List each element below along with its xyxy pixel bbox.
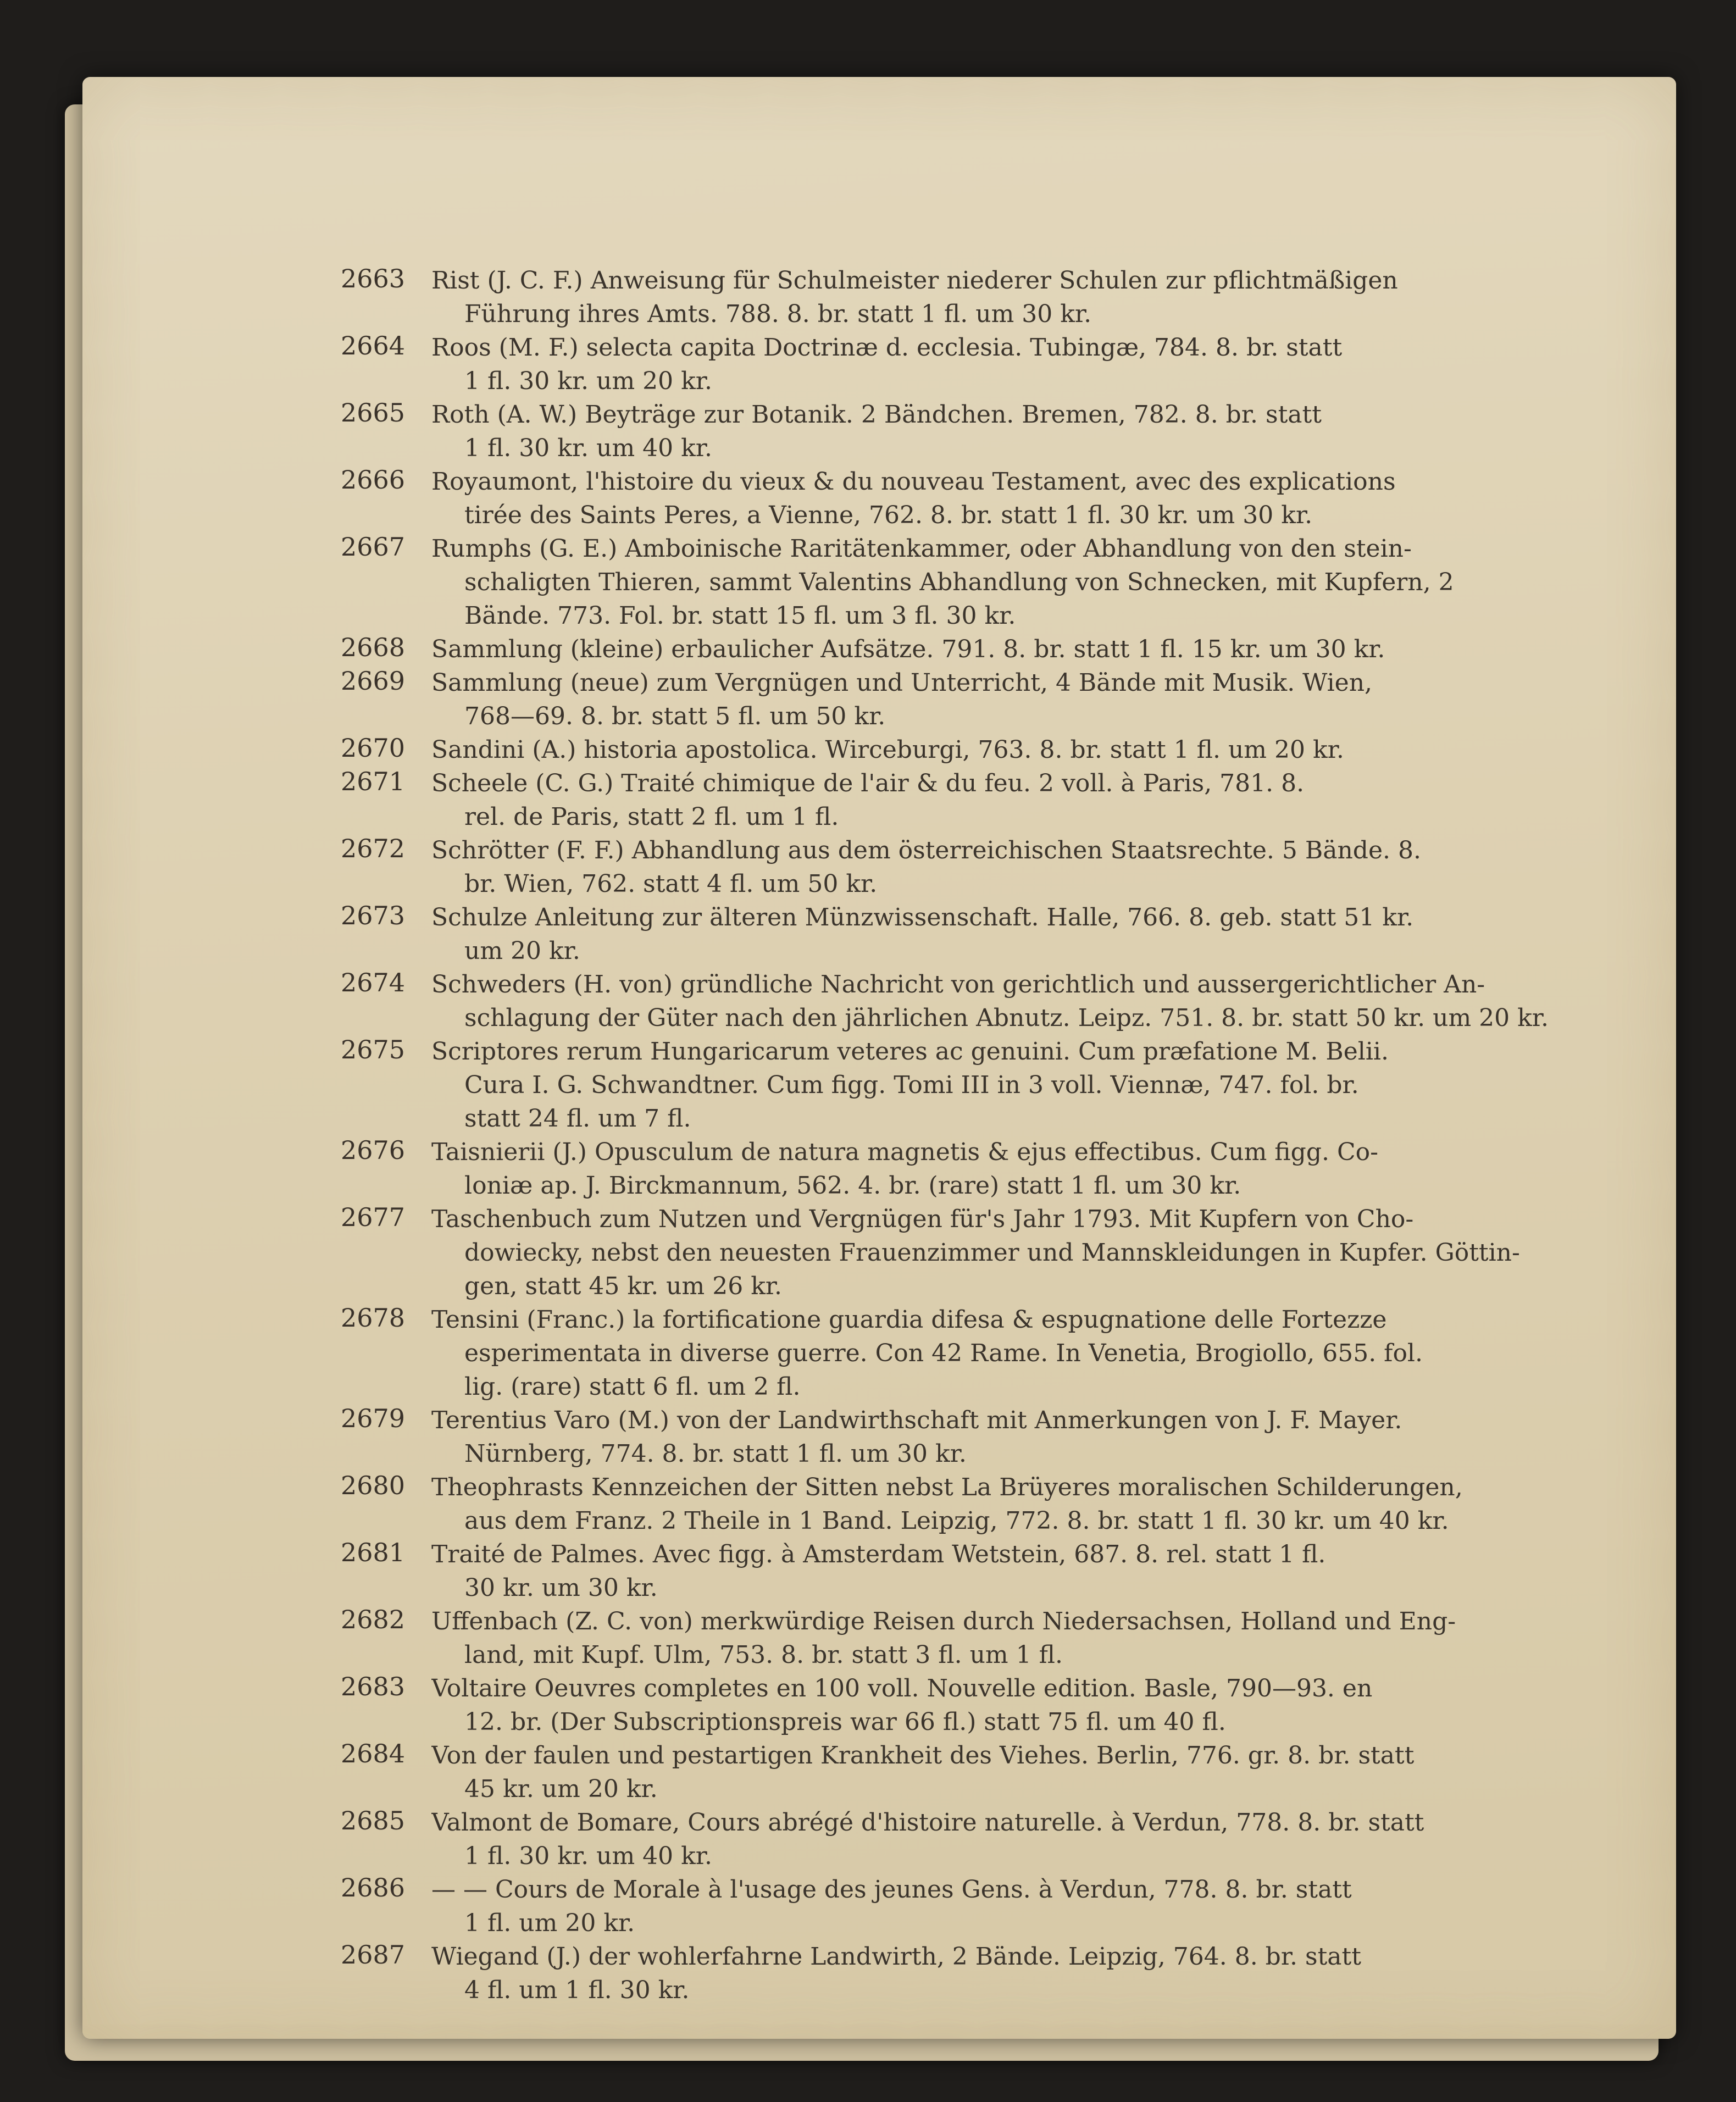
entry-line: Terentius Varo (M.) von der Landwirthschaft mit Anmerkungen von J. F. Mayer. — [431, 1406, 1402, 1434]
catalogue-entry — [341, 1739, 1621, 1806]
entry-line: Royaumont, l'histoire du vieux & du nouveau Testament, avec des explications — [431, 468, 1396, 496]
entry-number: 2674 — [341, 968, 406, 997]
entry-line: lig. (rare) statt 6 fl. um 2 fl. — [464, 1373, 801, 1401]
entry-number: 2671 — [341, 767, 406, 796]
entry-number: 2669 — [341, 666, 406, 696]
entry-line: schaligten Thieren, sammt Valentins Abhandlung von Schnecken, mit Kupfern, 2 — [464, 568, 1454, 596]
entry-line: Theophrasts Kennzeichen der Sitten nebst La Brüyeres moralischen Schilderungen, — [431, 1473, 1463, 1501]
entry-number: 2678 — [341, 1303, 406, 1333]
entry-line: Taisnierii (J.) Opusculum de natura magnetis & ejus effectibus. Cum figg. Co- — [431, 1138, 1378, 1166]
catalogue-entry — [341, 264, 1621, 331]
entry-line: rel. de Paris, statt 2 fl. um 1 fl. — [464, 803, 839, 831]
entry-line: 45 kr. um 20 kr. — [464, 1775, 658, 1803]
entry-line: Wiegand (J.) der wohlerfahrne Landwirth, 2 Bände. Leipzig, 764. 8. br. statt — [431, 1943, 1361, 1971]
catalogue-page — [82, 77, 1676, 2039]
entry-line: Schweders (H. von) gründliche Nachricht von gerichtlich und aussergerichtlicher An- — [431, 970, 1485, 999]
entry-number: 2665 — [341, 398, 406, 428]
entry-line: esperimentata in diverse guerre. Con 42 Rame. In Venetia, Brogiollo, 655. fol. — [464, 1339, 1423, 1367]
catalogue-entry — [341, 398, 1621, 465]
entry-number: 2668 — [341, 633, 406, 662]
entry-number: 2684 — [341, 1739, 406, 1768]
catalogue-entry — [341, 733, 1621, 767]
catalogue-entry — [341, 968, 1621, 1035]
entry-number: 2683 — [341, 1672, 406, 1701]
entry-line: Rist (J. C. F.) Anweisung für Schulmeister niederer Schulen zur pflichtmäßigen — [431, 267, 1398, 295]
catalogue-entry — [341, 1035, 1621, 1135]
entry-line: 30 kr. um 30 kr. — [464, 1574, 658, 1602]
entry-line: Nürnberg, 774. 8. br. statt 1 fl. um 30 kr. — [464, 1440, 967, 1468]
entry-line: dowiecky, nebst den neuesten Frauenzimmer und Mannskleidungen in Kupfer. Göttin- — [464, 1239, 1520, 1267]
catalogue-entry — [341, 834, 1621, 901]
catalogue-entry — [341, 633, 1621, 666]
catalogue-entry — [341, 1605, 1621, 1672]
entry-line: Schulze Anleitung zur älteren Münzwissenschaft. Halle, 766. 8. geb. statt 51 kr. — [431, 903, 1414, 931]
entry-number: 2680 — [341, 1471, 406, 1500]
entry-line: Bände. 773. Fol. br. statt 15 fl. um 3 fl. 30 kr. — [464, 602, 1016, 630]
catalogue-entry — [341, 1471, 1621, 1538]
entry-line: tirée des Saints Peres, a Vienne, 762. 8. br. statt 1 fl. 30 kr. um 30 kr. — [464, 501, 1313, 529]
entry-number: 2687 — [341, 1940, 406, 1970]
entry-line: 4 fl. um 1 fl. 30 kr. — [464, 1976, 690, 2004]
catalogue-entry — [341, 1135, 1621, 1202]
entry-number: 2681 — [341, 1538, 406, 1567]
entry-line: land, mit Kupf. Ulm, 753. 8. br. statt 3 fl. um 1 fl. — [464, 1641, 1063, 1669]
entry-line: Sammlung (neue) zum Vergnügen und Unterricht, 4 Bände mit Musik. Wien, — [431, 669, 1373, 697]
catalogue-entry — [341, 1806, 1621, 1873]
catalogue-entry — [341, 1940, 1621, 2007]
entry-line: 12. br. (Der Subscriptionspreis war 66 fl.) statt 75 fl. um 40 fl. — [464, 1708, 1226, 1736]
entry-line: loniæ ap. J. Birckmannum, 562. 4. br. (rare) statt 1 fl. um 30 kr. — [464, 1172, 1241, 1200]
entry-line: 1 fl. um 20 kr. — [464, 1909, 635, 1937]
entry-line: 1 fl. 30 kr. um 40 kr. — [464, 434, 712, 462]
entry-line: Roth (A. W.) Beyträge zur Botanik. 2 Bändchen. Bremen, 782. 8. br. statt — [431, 401, 1322, 429]
entry-number: 2685 — [341, 1806, 406, 1835]
entry-line: Traité de Palmes. Avec figg. à Amsterdam Wetstein, 687. 8. rel. statt 1 fl. — [431, 1540, 1326, 1568]
entry-line: Valmont de Bomare, Cours abrégé d'histoire naturelle. à Verdun, 778. 8. br. statt — [431, 1809, 1424, 1837]
entry-line: schlagung der Güter nach den jährlichen Abnutz. Leipz. 751. 8. br. statt 50 kr. um 20 kr. — [464, 1004, 1549, 1032]
catalogue-entry — [341, 1303, 1621, 1404]
entry-line: Scheele (C. G.) Traité chimique de l'air & du feu. 2 voll. à Paris, 781. 8. — [431, 769, 1305, 797]
entry-line: Cura I. G. Schwandtner. Cum figg. Tomi III in 3 voll. Viennæ, 747. fol. br. — [464, 1071, 1359, 1099]
entry-line: Roos (M. F.) selecta capita Doctrinæ d. ecclesia. Tubingæ, 784. 8. br. statt — [431, 334, 1343, 362]
entry-number: 2686 — [341, 1873, 406, 1903]
entry-number: 2663 — [341, 264, 406, 293]
entry-line: br. Wien, 762. statt 4 fl. um 50 kr. — [464, 870, 878, 898]
entry-line: Schrötter (F. F.) Abhandlung aus dem österreichischen Staatsrechte. 5 Bände. 8. — [431, 836, 1421, 864]
entry-line: Von der faulen und pestartigen Krankheit des Viehes. Berlin, 776. gr. 8. br. statt — [431, 1742, 1415, 1770]
catalogue-entry — [341, 331, 1621, 398]
entry-number: 2666 — [341, 465, 406, 495]
catalogue-entry — [341, 666, 1621, 733]
catalogue-entry — [341, 1538, 1621, 1605]
catalogue-entry — [341, 901, 1621, 968]
entry-number: 2677 — [341, 1202, 406, 1232]
entry-number: 2672 — [341, 834, 406, 863]
entry-line: — — Cours de Morale à l'usage des jeunes Gens. à Verdun, 778. 8. br. statt — [431, 1876, 1352, 1904]
entry-line: Führung ihres Amts. 788. 8. br. statt 1 fl. um 30 kr. — [464, 300, 1092, 328]
entry-number: 2676 — [341, 1135, 406, 1165]
catalogue-entry — [341, 1672, 1621, 1739]
entry-number: 2664 — [341, 331, 406, 360]
entry-line: Voltaire Oeuvres completes en 100 voll. Nouvelle edition. Basle, 790—93. en — [431, 1674, 1373, 1702]
catalogue-entry — [341, 1873, 1621, 1940]
entry-number: 2673 — [341, 901, 406, 930]
catalogue-entry — [341, 1202, 1621, 1303]
entry-line: Scriptores rerum Hungaricarum veteres ac genuini. Cum præfatione M. Belii. — [431, 1038, 1389, 1066]
entry-line: Uffenbach (Z. C. von) merkwürdige Reisen durch Niedersachsen, Holland und Eng- — [431, 1607, 1456, 1635]
entry-number: 2670 — [341, 733, 406, 763]
entry-number: 2679 — [341, 1404, 406, 1433]
entry-line: statt 24 fl. um 7 fl. — [464, 1105, 691, 1133]
entry-line: Sammlung (kleine) erbaulicher Aufsätze. 791. 8. br. statt 1 fl. 15 kr. um 30 kr. — [431, 635, 1385, 663]
entry-line: Taschenbuch zum Nutzen und Vergnügen für's Jahr 1793. Mit Kupfern von Cho- — [431, 1205, 1414, 1233]
catalogue-entry — [341, 767, 1621, 834]
entry-line: 1 fl. 30 kr. um 40 kr. — [464, 1842, 712, 1870]
entry-line: 768—69. 8. br. statt 5 fl. um 50 kr. — [464, 702, 886, 730]
entry-number: 2667 — [341, 532, 406, 562]
entry-number: 2682 — [341, 1605, 406, 1634]
entry-line: gen, statt 45 kr. um 26 kr. — [464, 1272, 783, 1300]
catalogue-entry — [341, 1404, 1621, 1471]
entry-line: aus dem Franz. 2 Theile in 1 Band. Leipzig, 772. 8. br. statt 1 fl. 30 kr. um 40 kr. — [464, 1507, 1449, 1535]
entry-line: Sandini (A.) historia apostolica. Wirceburgi, 763. 8. br. statt 1 fl. um 20 kr. — [431, 736, 1344, 764]
entry-number: 2675 — [341, 1035, 406, 1064]
catalogue-entry — [341, 532, 1621, 633]
entry-line: Rumphs (G. E.) Amboinische Raritätenkammer, oder Abhandlung von den stein- — [431, 535, 1412, 563]
catalogue-entries — [341, 264, 1621, 2007]
entry-line: Tensini (Franc.) la fortificatione guardia difesa & espugnatione delle Fortezze — [431, 1306, 1387, 1334]
entry-line: 1 fl. 30 kr. um 20 kr. — [464, 367, 712, 395]
entry-line: um 20 kr. — [464, 937, 580, 965]
catalogue-entry — [341, 465, 1621, 532]
